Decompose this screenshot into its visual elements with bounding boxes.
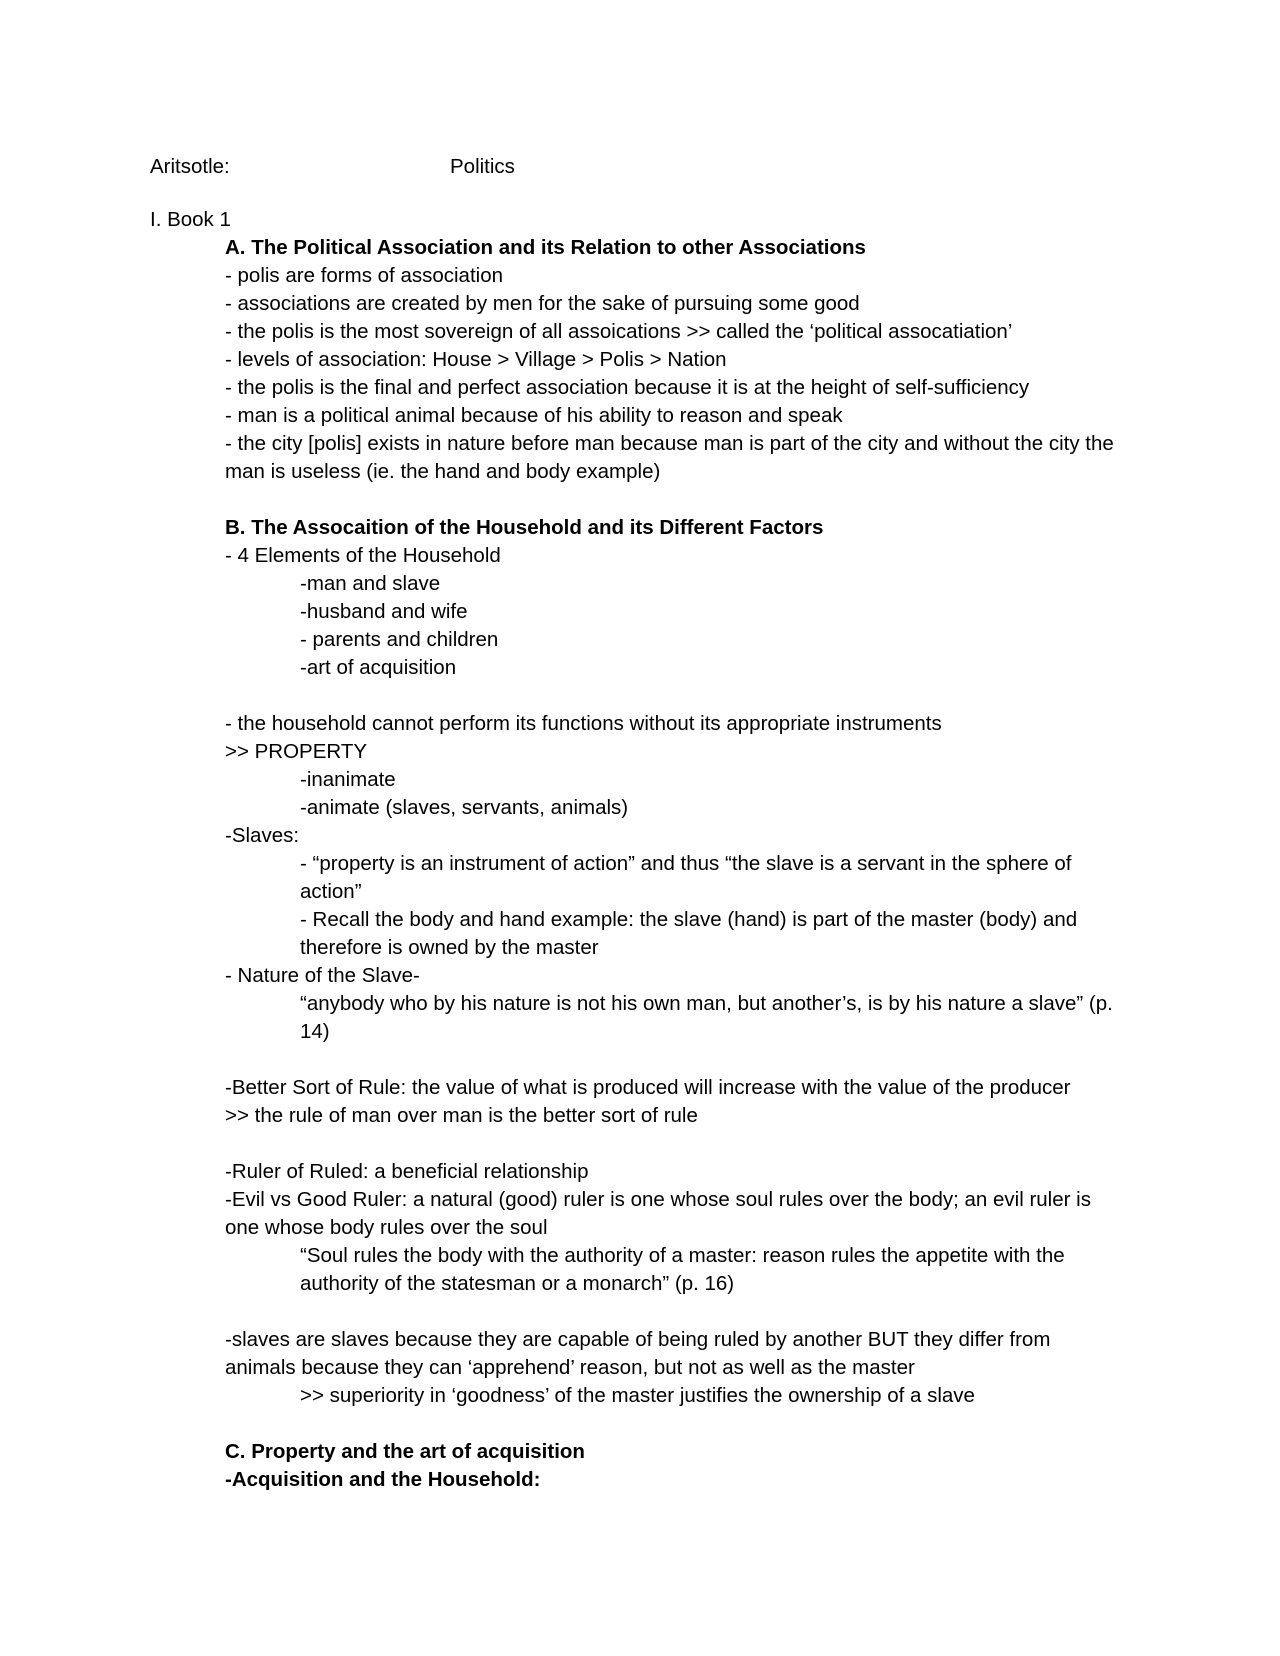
notes-body xyxy=(225,234,1125,1494)
section-a-heading: A. The Political Association and its Relation to other Associations xyxy=(225,236,866,259)
section-c-heading: C. Property and the art of acquisition xyxy=(225,1440,585,1463)
section-a-line: - man is a political animal because of his ability to reason and speak xyxy=(225,404,843,427)
slaves-item: - Recall the body and hand example: the slave (hand) is part of the master (body) and therefore is owned by the master xyxy=(300,908,1078,959)
spacer xyxy=(225,1410,1125,1438)
superiority-line: >> superiority in ‘goodness’ of the master justifies the ownership of a slave xyxy=(300,1384,975,1407)
section-a-line: - associations are created by men for the sake of pursuing some good xyxy=(225,292,860,315)
spacer xyxy=(225,1130,1125,1158)
document-title: Politics xyxy=(450,155,515,178)
nature-quote: “anybody who by his nature is not his own man, but another’s, is by his nature a slave” (p. 14) xyxy=(300,992,1113,1043)
section-c-subheading: -Acquisition and the Household: xyxy=(225,1468,541,1491)
property-item: -animate (slaves, servants, animals) xyxy=(300,796,629,819)
household-element: -husband and wife xyxy=(300,600,468,623)
spacer xyxy=(225,1298,1125,1326)
author-label: Aritsotle: xyxy=(150,155,230,178)
household-element: -man and slave xyxy=(300,572,441,595)
section-a-line: - the polis is the final and perfect association because it is at the height of self-sufficiency xyxy=(225,376,1030,399)
spacer xyxy=(225,486,1125,514)
book-heading: I. Book 1 xyxy=(150,208,231,231)
instruments-line: - the household cannot perform its functions without its appropriate instruments xyxy=(225,712,942,735)
slaves-capable-line: -slaves are slaves because they are capable of being ruled by another BUT they differ from animals because they can ‘apprehend’ reason, but not as well as the master xyxy=(225,1328,1051,1379)
section-a-line: - the polis is the most sovereign of all assoications >> called the ‘political assocatiation’ xyxy=(225,320,1013,343)
section-b-heading: B. The Assocaition of the Household and its Different Factors xyxy=(225,516,824,539)
property-item: -inanimate xyxy=(300,768,396,791)
section-a-line: - the city [polis] exists in nature before man because man is part of the city and without the city the man is useless (ie. the hand and body example) xyxy=(225,432,1114,483)
better-rule-line: >> the rule of man over man is the better sort of rule xyxy=(225,1104,698,1127)
ruler-ruled-line: -Ruler of Ruled: a beneficial relationship xyxy=(225,1160,589,1183)
spacer xyxy=(225,682,1125,710)
slaves-item: - “property is an instrument of action” and thus “the slave is a servant in the sphere of action” xyxy=(300,852,1072,903)
better-rule-line: -Better Sort of Rule: the value of what is produced will increase with the value of the producer xyxy=(225,1076,1071,1099)
property-title: >> PROPERTY xyxy=(225,740,368,763)
evil-good-ruler-line: -Evil vs Good Ruler: a natural (good) ruler is one whose soul rules over the body; an evil ruler is one whose body rules over the soul xyxy=(225,1188,1091,1239)
soul-quote: “Soul rules the body with the authority of a master: reason rules the appetite with the authority of the statesman or a monarch” (p. 16) xyxy=(300,1244,1065,1295)
section-a-line: - polis are forms of association xyxy=(225,264,504,287)
household-element: - parents and children xyxy=(300,628,499,651)
household-element: -art of acquisition xyxy=(300,656,457,679)
nature-title: - Nature of the Slave- xyxy=(225,964,420,987)
section-a-line: - levels of association: House > Village > Polis > Nation xyxy=(225,348,727,371)
household-elements-title: - 4 Elements of the Household xyxy=(225,544,501,567)
slaves-title: -Slaves: xyxy=(225,824,300,847)
spacer xyxy=(225,1046,1125,1074)
